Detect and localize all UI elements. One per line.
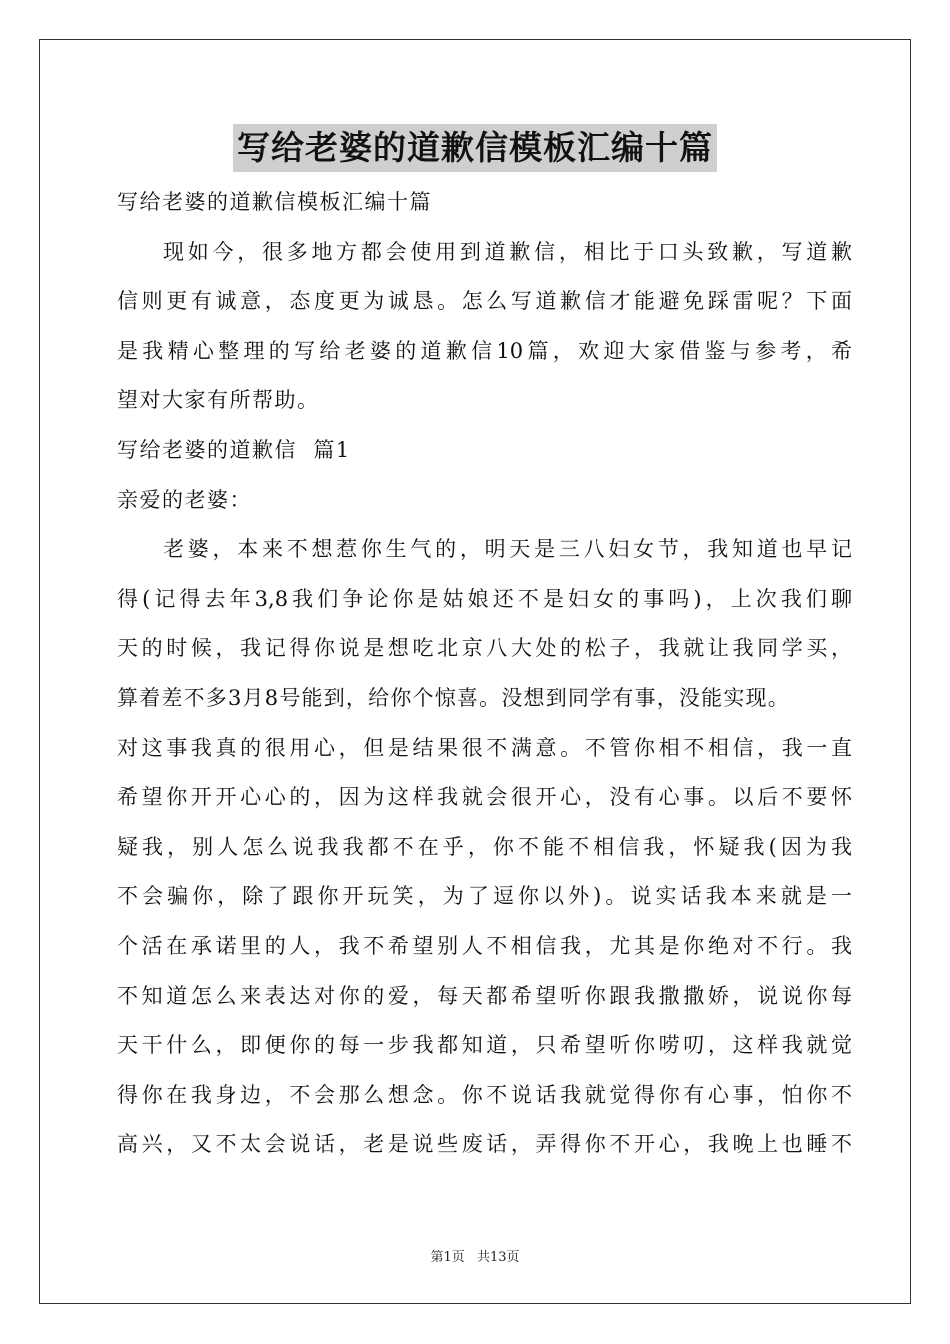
title-container — [0, 124, 950, 172]
salutation: 亲爱的老婆： — [117, 487, 252, 512]
body-line: 对这事我真的很用心，但是结果很不满意。不管你相不相信，我一直 — [117, 735, 852, 760]
body-line: 得你在我身边，不会那么想念。你不说话我就觉得你有心事，怕你不 — [117, 1082, 852, 1107]
body-line: 得(记得去年3,8我们争论你是姑娘还不是妇女的事吗)，上次我们聊 — [117, 586, 852, 611]
page-footer — [0, 1246, 950, 1265]
body-line: 算着差不多3月8号能到，给你个惊喜。没想到同学有事，没能实现。 — [117, 685, 790, 710]
intro-line: 是我精心整理的写给老婆的道歉信10篇，欢迎大家借鉴与参考，希 — [117, 338, 852, 363]
document-title: 写给老婆的道歉信模板汇编十篇 — [233, 124, 717, 172]
subtitle: 写给老婆的道歉信模板汇编十篇 — [117, 190, 432, 214]
body-line: 天干什么，即便你的每一步我都知道，只希望听你唠叨，这样我就觉 — [117, 1033, 852, 1058]
section-heading: 写给老婆的道歉信 篇1 — [117, 437, 351, 462]
intro-line: 信则更有诚意，态度更为诚恳。怎么写道歉信才能避免踩雷呢？下面 — [117, 289, 852, 314]
body-line: 不知道怎么来表达对你的爱，每天都希望听你跟我撒撒娇，说说你每 — [117, 983, 852, 1008]
body-line: 疑我，别人怎么说我我都不在乎，你不能不相信我，怀疑我(因为我 — [117, 834, 852, 859]
body-line: 老婆，本来不想惹你生气的，明天是三八妇女节，我知道也早记 — [163, 537, 852, 562]
intro-line: 望对大家有所帮助。 — [117, 388, 320, 413]
intro-line: 现如今，很多地方都会使用到道歉信，相比于口头致歉，写道歉 — [163, 239, 852, 264]
body-line: 希望你开开心心的，因为这样我就会很开心，没有心事。以后不要怀 — [117, 785, 852, 810]
document-body — [117, 178, 852, 1170]
body-line: 天的时候，我记得你说是想吃北京八大处的松子，我就让我同学买， — [117, 636, 852, 661]
body-line: 不会骗你，除了跟你开玩笑，为了逗你以外)。说实话我本来就是一 — [117, 884, 852, 909]
body-line: 高兴，又不太会说话，老是说些废话，弄得你不开心，我晚上也睡不 — [117, 1132, 852, 1157]
page-number: 第1页 — [430, 1250, 465, 1265]
page-total: 共13页 — [476, 1250, 520, 1265]
body-line: 个活在承诺里的人，我不希望别人不相信我，尤其是你绝对不行。我 — [117, 933, 852, 958]
